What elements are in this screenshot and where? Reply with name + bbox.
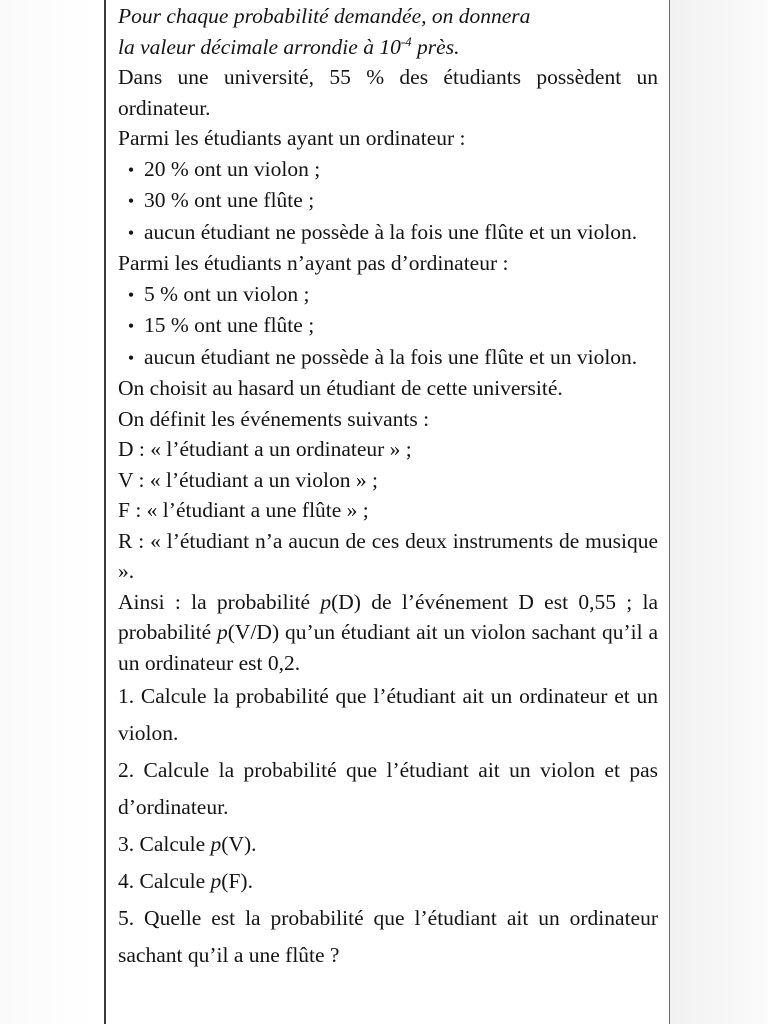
ainsi-text-3: (V/D) qu’un étudiant ait un violon sachant qu’il a un ordinateur est 0,2. (118, 620, 658, 675)
question-number: 2. (118, 758, 135, 782)
list-item (118, 217, 658, 249)
context-paragraph: Dans une université, 55 % des étudiants possèdent un ordinateur. (118, 65, 658, 120)
bullet-icon: • (127, 284, 135, 305)
list-item-text: 20 % ont un violon ; (144, 156, 321, 181)
question-4 (118, 863, 658, 900)
question-number: 3. (118, 832, 135, 856)
question-text: Calcule la probabilité que l’étudiant ait un ordinateur et un violon. (118, 684, 658, 745)
scan-left-margin (0, 0, 96, 1024)
ainsi-paragraph (118, 587, 658, 679)
bullet-icon: • (127, 222, 135, 243)
ainsi-text-1: Ainsi : la probabilité (118, 589, 321, 614)
ainsi-text-2: (D) de l’événement D est 0,55 ; la probabilité (118, 589, 659, 644)
event-v: V : « l’étudiant a un violon » ; (118, 467, 378, 492)
intro-instruction (118, 1, 658, 62)
math-p: p (210, 832, 222, 856)
question-5 (118, 900, 658, 974)
question-2 (118, 752, 658, 826)
intro-exponent: -4 (400, 33, 412, 49)
question-3 (118, 826, 658, 863)
question-1 (118, 678, 658, 752)
question-number: 4. (118, 869, 135, 893)
list-item-text: 15 % ont une flûte ; (144, 313, 315, 337)
define-sentence: On définit les événements suivants : (118, 406, 430, 431)
list-item (118, 154, 658, 186)
bullet-icon: • (127, 347, 135, 368)
choose-sentence: On choisit au hasard un étudiant de cette université. (118, 376, 563, 400)
math-p: p (210, 869, 222, 893)
math-p: p (217, 620, 228, 644)
event-f: F : « l’étudiant a une flûte » ; (118, 498, 369, 522)
event-r: R : « l’étudiant n’a aucun de ces deux instruments de musique ». (118, 528, 658, 583)
question-text: Quelle est la probabilité que l’étudiant ait un ordinateur sachant qu’il a une flûte ? (118, 906, 658, 967)
list-item-text: 5 % ont un violon ; (144, 281, 310, 306)
exercise-text (118, 0, 658, 974)
exercise-page (104, 0, 670, 1024)
list-item-text: 30 % ont une flûte ; (144, 188, 315, 212)
list-item (118, 185, 658, 217)
question-text: Calcule (134, 869, 211, 893)
event-d: D : « l’étudiant a un ordinateur » ; (118, 437, 412, 461)
question-tail: (V). (221, 832, 257, 856)
intro-line-2-end: près. (411, 34, 460, 59)
intro-line-2: la valeur décimale arrondie à 10 (118, 34, 401, 59)
list-item-text: aucun étudiant ne possède à la fois une flûte et un violon. (144, 219, 638, 244)
without-computer-header: Parmi les étudiants n’ayant pas d’ordinateur : (118, 251, 509, 275)
math-p: p (320, 589, 332, 614)
list-item (118, 279, 658, 311)
intro-line-1: Pour chaque probabilité demandée, on donnera (118, 4, 531, 28)
question-number: 5. (118, 906, 135, 930)
bullet-icon: • (127, 316, 135, 336)
list-item (118, 342, 658, 374)
question-text: Calcule (134, 832, 211, 856)
question-text: Calcule la probabilité que l’étudiant ait un violon et pas d’ordinateur. (118, 758, 658, 819)
bullet-icon: • (127, 159, 135, 180)
scan-right-margin (670, 0, 768, 1024)
question-tail: (F). (221, 869, 253, 893)
bullet-icon: • (127, 191, 135, 211)
with-computer-header: Parmi les étudiants ayant un ordinateur : (118, 126, 466, 150)
list-item (118, 310, 658, 342)
list-item-text: aucun étudiant ne possède à la fois une flûte et un violon. (144, 344, 638, 369)
question-number: 1. (118, 684, 135, 708)
